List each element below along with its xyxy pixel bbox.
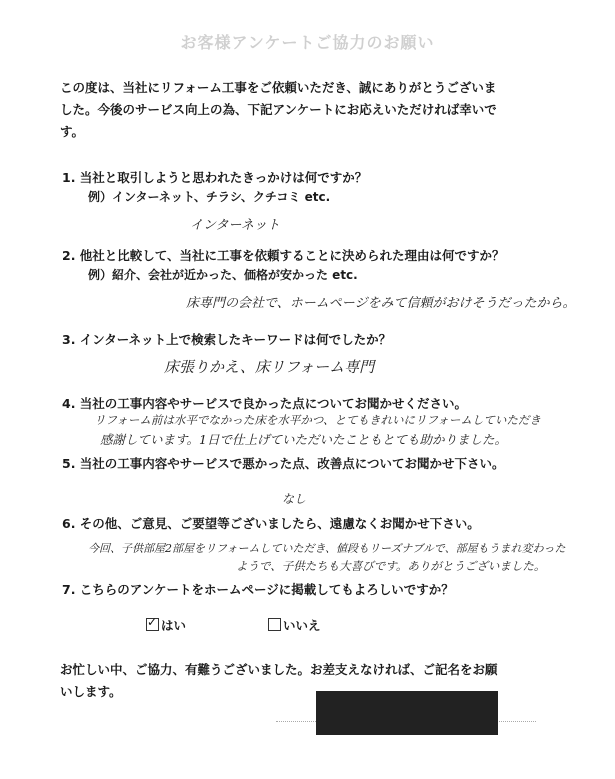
option-no-label: いいえ <box>283 618 321 633</box>
question-2-example: 例）紹介、会社が近かった、価格が安かった etc. <box>88 268 358 282</box>
checkbox-no[interactable] <box>268 618 281 631</box>
question-4: 4. 当社の工事内容やサービスで良かった点についてお聞かせください。 <box>62 396 468 411</box>
answer-5: なし <box>282 492 307 506</box>
answer-3: 床張りかえ、床リフォーム専門 <box>164 358 375 376</box>
closing-line-1: お忙しい中、ご協力、有難うございました。お差支えなければ、ご記名をお願 <box>60 662 498 677</box>
closing-line-2: いします。 <box>60 684 122 699</box>
answer-1: インターネット <box>190 218 280 233</box>
question-1-example: 例）インターネット、チラシ、クチコミ etc. <box>88 190 331 204</box>
checkbox-yes-checked[interactable] <box>146 618 159 631</box>
intro-line-2: した。今後のサービス向上の為、下記アンケートにお応えいただければ幸いで <box>60 102 497 117</box>
intro-line-3: す。 <box>60 124 85 139</box>
question-1: 1. 当社と取引しようと思われたきっかけは何ですか？ <box>62 170 368 185</box>
question-2: 2. 他社と比較して、当社に工事を依頼することに決められた理由は何ですか？ <box>62 248 505 263</box>
answer-4-line-2: 感謝しています。1日で仕上げていただいたこともとても助かりました。 <box>100 432 507 447</box>
answer-6-line-2: ようで、子供たちも大喜びです。ありがとうございました。 <box>236 559 546 573</box>
page-title: お客様アンケートご協力のお願い <box>180 33 435 52</box>
option-no[interactable] <box>268 616 321 634</box>
intro-line-1: この度は、当社にリフォーム工事をご依頼いただき、誠にありがとうございま <box>60 80 497 95</box>
option-yes[interactable] <box>146 616 186 634</box>
question-6: 6. その他、ご意見、ご要望等ございましたら、遠慮なくお聞かせ下さい。 <box>62 516 480 531</box>
answer-6-line-1: 今回、子供部屋2部屋をリフォームしていただき、値段もリーズナブルで、部屋もうまれ変わった <box>88 542 566 555</box>
question-7: 7. こちらのアンケートをホームページに掲載してもよろしいですか？ <box>62 582 454 597</box>
answer-4-line-1: リフォーム前は水平でなかった床を水平かつ、とてもきれいにリフォームしていただき <box>94 413 541 427</box>
answer-2: 床専門の会社で、ホームページをみて信頼がおけそうだったから。 <box>186 296 576 311</box>
question-5: 5. 当社の工事内容やサービスで悪かった点、改善点についてお聞かせ下さい。 <box>62 456 505 471</box>
redacted-name-block <box>316 691 498 735</box>
question-3: 3. インターネット上で検索したキーワードは何でしたか？ <box>62 332 392 347</box>
option-yes-label: はい <box>161 618 187 633</box>
